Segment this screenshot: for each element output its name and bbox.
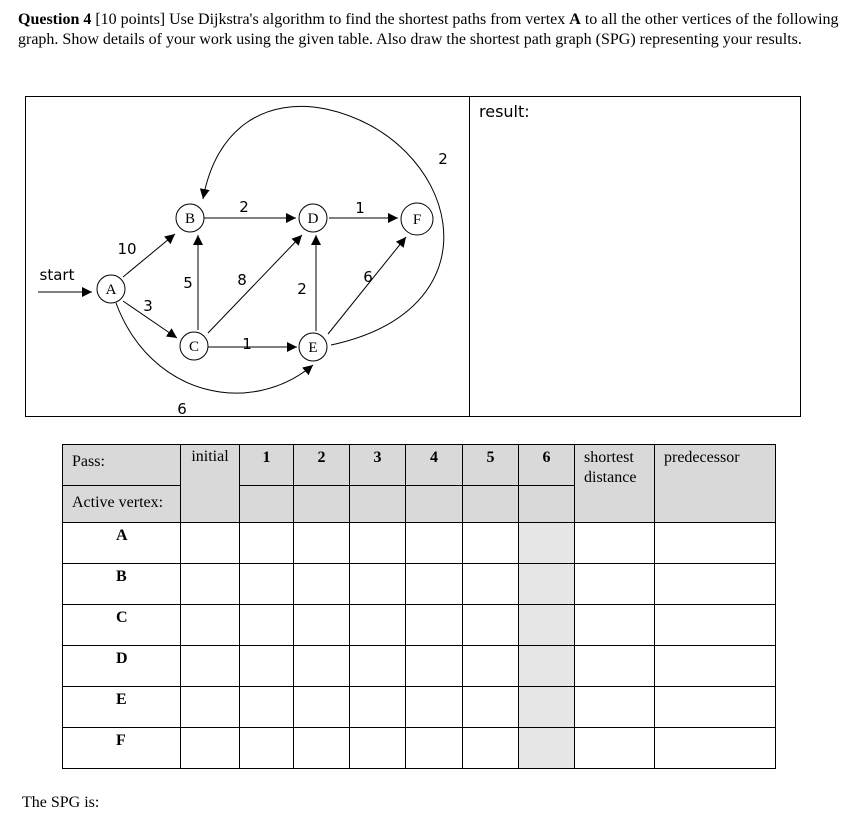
table-cell[interactable] <box>240 646 294 687</box>
table-cell[interactable] <box>294 564 350 605</box>
table-cell[interactable] <box>575 564 655 605</box>
weight-b-d: 2 <box>239 198 249 216</box>
table-cell[interactable] <box>240 728 294 769</box>
table-cell[interactable] <box>463 728 519 769</box>
table-cell[interactable] <box>350 564 406 605</box>
table-cell[interactable] <box>519 687 575 728</box>
table-row <box>63 523 776 564</box>
table-cell[interactable] <box>181 564 240 605</box>
weight-e-b: 2 <box>438 150 448 168</box>
weight-a-c: 3 <box>143 297 153 315</box>
table-cell[interactable] <box>463 564 519 605</box>
vertex-label: C <box>63 605 181 646</box>
node-label-e: E <box>308 340 318 356</box>
figure-box <box>25 96 801 417</box>
table-row <box>63 687 776 728</box>
edge-c-d <box>208 235 302 333</box>
question-text <box>18 10 840 50</box>
pass-header: Pass: <box>63 445 181 486</box>
table-cell[interactable] <box>519 646 575 687</box>
pass-2-header: 2 <box>294 445 350 486</box>
question-text-part2: to all the other vertices of the following graph. Show details of your work using the given table. Also draw the shortest path graph (SPG) representing your results. <box>18 11 839 48</box>
table-cell[interactable] <box>181 646 240 687</box>
table-cell[interactable] <box>406 646 463 687</box>
table-cell[interactable] <box>575 646 655 687</box>
active-vertex-cell[interactable] <box>294 486 350 523</box>
table-cell[interactable] <box>575 523 655 564</box>
pass-6-header: 6 <box>519 445 575 486</box>
node-label-b: B <box>184 211 196 227</box>
node-label-c: C <box>188 339 200 355</box>
vertex-label: D <box>63 646 181 687</box>
shortest-distance-header: shortest distance <box>575 445 655 523</box>
table-cell[interactable] <box>294 523 350 564</box>
active-vertex-header: Active vertex: <box>63 486 181 523</box>
active-vertex-cell[interactable] <box>240 486 294 523</box>
weight-a-b: 10 <box>117 240 137 258</box>
table-cell[interactable] <box>181 728 240 769</box>
weight-c-b: 5 <box>183 274 193 292</box>
node-label-a: A <box>105 282 117 298</box>
weight-c-d: 8 <box>237 271 247 289</box>
table-cell[interactable] <box>294 728 350 769</box>
question-vertex: A <box>569 11 581 28</box>
table-row <box>63 564 776 605</box>
table-cell[interactable] <box>294 605 350 646</box>
table-cell[interactable] <box>655 605 776 646</box>
table-cell[interactable] <box>655 728 776 769</box>
table-cell[interactable] <box>575 728 655 769</box>
question-points: [10 points] <box>95 11 166 28</box>
table-cell[interactable] <box>181 523 240 564</box>
table-cell[interactable] <box>181 605 240 646</box>
table-row <box>63 728 776 769</box>
table-cell[interactable] <box>463 605 519 646</box>
weight-a-e: 6 <box>177 400 187 418</box>
active-vertex-cell[interactable] <box>406 486 463 523</box>
table-cell[interactable] <box>655 687 776 728</box>
start-label: start <box>39 266 75 284</box>
table-cell[interactable] <box>519 523 575 564</box>
graph-diagram <box>26 97 469 418</box>
pass-3-header: 3 <box>350 445 406 486</box>
table-cell[interactable] <box>463 646 519 687</box>
weight-d-f: 1 <box>355 199 365 217</box>
table-cell[interactable] <box>350 523 406 564</box>
question-text-part1: Use Dijkstra's algorithm to find the shortest paths from vertex <box>169 11 566 28</box>
table-cell[interactable] <box>406 687 463 728</box>
vertex-label: B <box>63 564 181 605</box>
table-cell[interactable] <box>406 605 463 646</box>
table-cell[interactable] <box>655 564 776 605</box>
table-cell[interactable] <box>350 687 406 728</box>
table-cell[interactable] <box>240 687 294 728</box>
node-label-d: D <box>307 211 319 227</box>
question-number: Question 4 <box>18 11 92 28</box>
node-label-f: F <box>412 212 422 228</box>
pass-1-header: 1 <box>240 445 294 486</box>
table-cell[interactable] <box>240 523 294 564</box>
weight-c-e: 1 <box>242 335 252 353</box>
table-cell[interactable] <box>240 564 294 605</box>
dijkstra-table <box>62 444 776 769</box>
table-cell[interactable] <box>350 646 406 687</box>
active-vertex-cell[interactable] <box>463 486 519 523</box>
table-cell[interactable] <box>655 646 776 687</box>
table-cell[interactable] <box>294 646 350 687</box>
predecessor-header: predecessor <box>655 445 776 523</box>
table-cell[interactable] <box>406 564 463 605</box>
table-cell[interactable] <box>519 564 575 605</box>
table-cell[interactable] <box>519 605 575 646</box>
table-cell[interactable] <box>181 687 240 728</box>
vertex-label: E <box>63 687 181 728</box>
active-vertex-cell[interactable] <box>519 486 575 523</box>
figure-divider <box>469 97 470 416</box>
table-row <box>63 605 776 646</box>
pass-5-header: 5 <box>463 445 519 486</box>
result-label: result: <box>479 102 530 121</box>
table-cell[interactable] <box>294 687 350 728</box>
table-cell[interactable] <box>575 605 655 646</box>
table-cell[interactable] <box>655 523 776 564</box>
pass-4-header: 4 <box>406 445 463 486</box>
weight-e-d: 2 <box>297 280 307 298</box>
table-cell[interactable] <box>350 605 406 646</box>
table-cell[interactable] <box>240 605 294 646</box>
table-cell[interactable] <box>350 728 406 769</box>
table-cell[interactable] <box>463 523 519 564</box>
spg-label: The SPG is: <box>22 794 100 811</box>
active-vertex-cell[interactable] <box>350 486 406 523</box>
table-row <box>63 646 776 687</box>
table-cell[interactable] <box>519 728 575 769</box>
vertex-label: F <box>63 728 181 769</box>
table-cell[interactable] <box>575 687 655 728</box>
weight-e-f: 6 <box>363 268 373 286</box>
vertex-label: A <box>63 523 181 564</box>
table-cell[interactable] <box>463 687 519 728</box>
initial-header: initial <box>181 445 240 523</box>
table-cell[interactable] <box>406 728 463 769</box>
table-cell[interactable] <box>406 523 463 564</box>
